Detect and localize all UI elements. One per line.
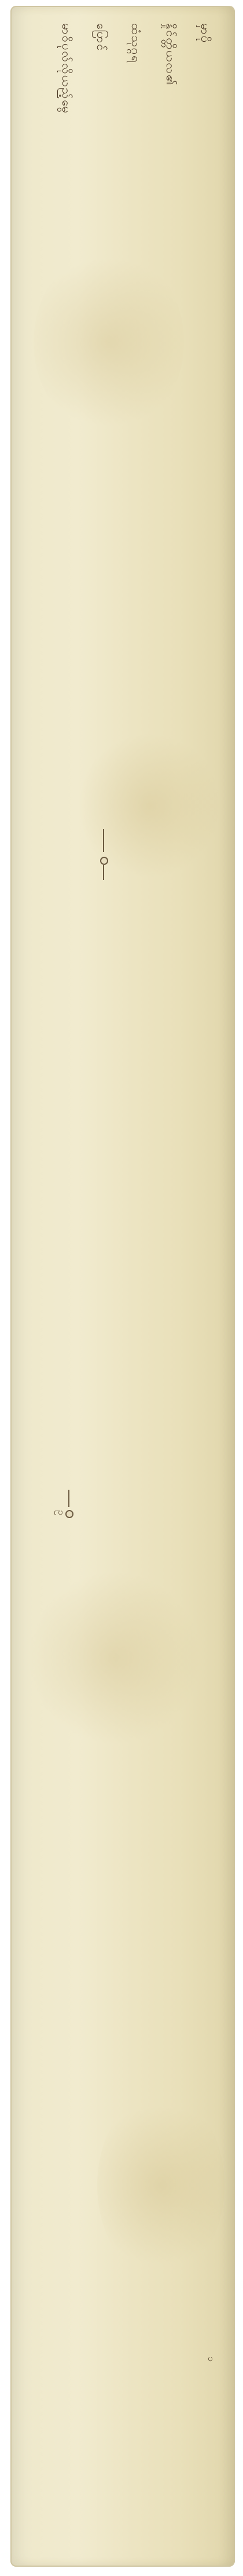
section-dash	[68, 1490, 69, 1507]
folio-number: ၁	[206, 2356, 217, 2362]
section-mark-icon	[100, 857, 108, 865]
stain	[28, 1571, 201, 1745]
section-dash	[103, 829, 104, 852]
manuscript-line-4: ပြောင်	[94, 23, 108, 52]
manuscript-line-2: နှိုင်တ္တိယလ၏	[164, 23, 178, 86]
manuscript-line-1: မှာပို	[198, 23, 212, 44]
manuscript-line-5: မာဝိပုလ်လိုယည့်မွေ	[60, 23, 73, 114]
section-dash	[103, 865, 104, 880]
palm-leaf-manuscript	[10, 6, 235, 2567]
manuscript-line-3: ထံသုဂ္ဂရ	[129, 23, 143, 64]
folio-mark: ဥ	[56, 1510, 67, 1515]
stain	[97, 2093, 224, 2278]
